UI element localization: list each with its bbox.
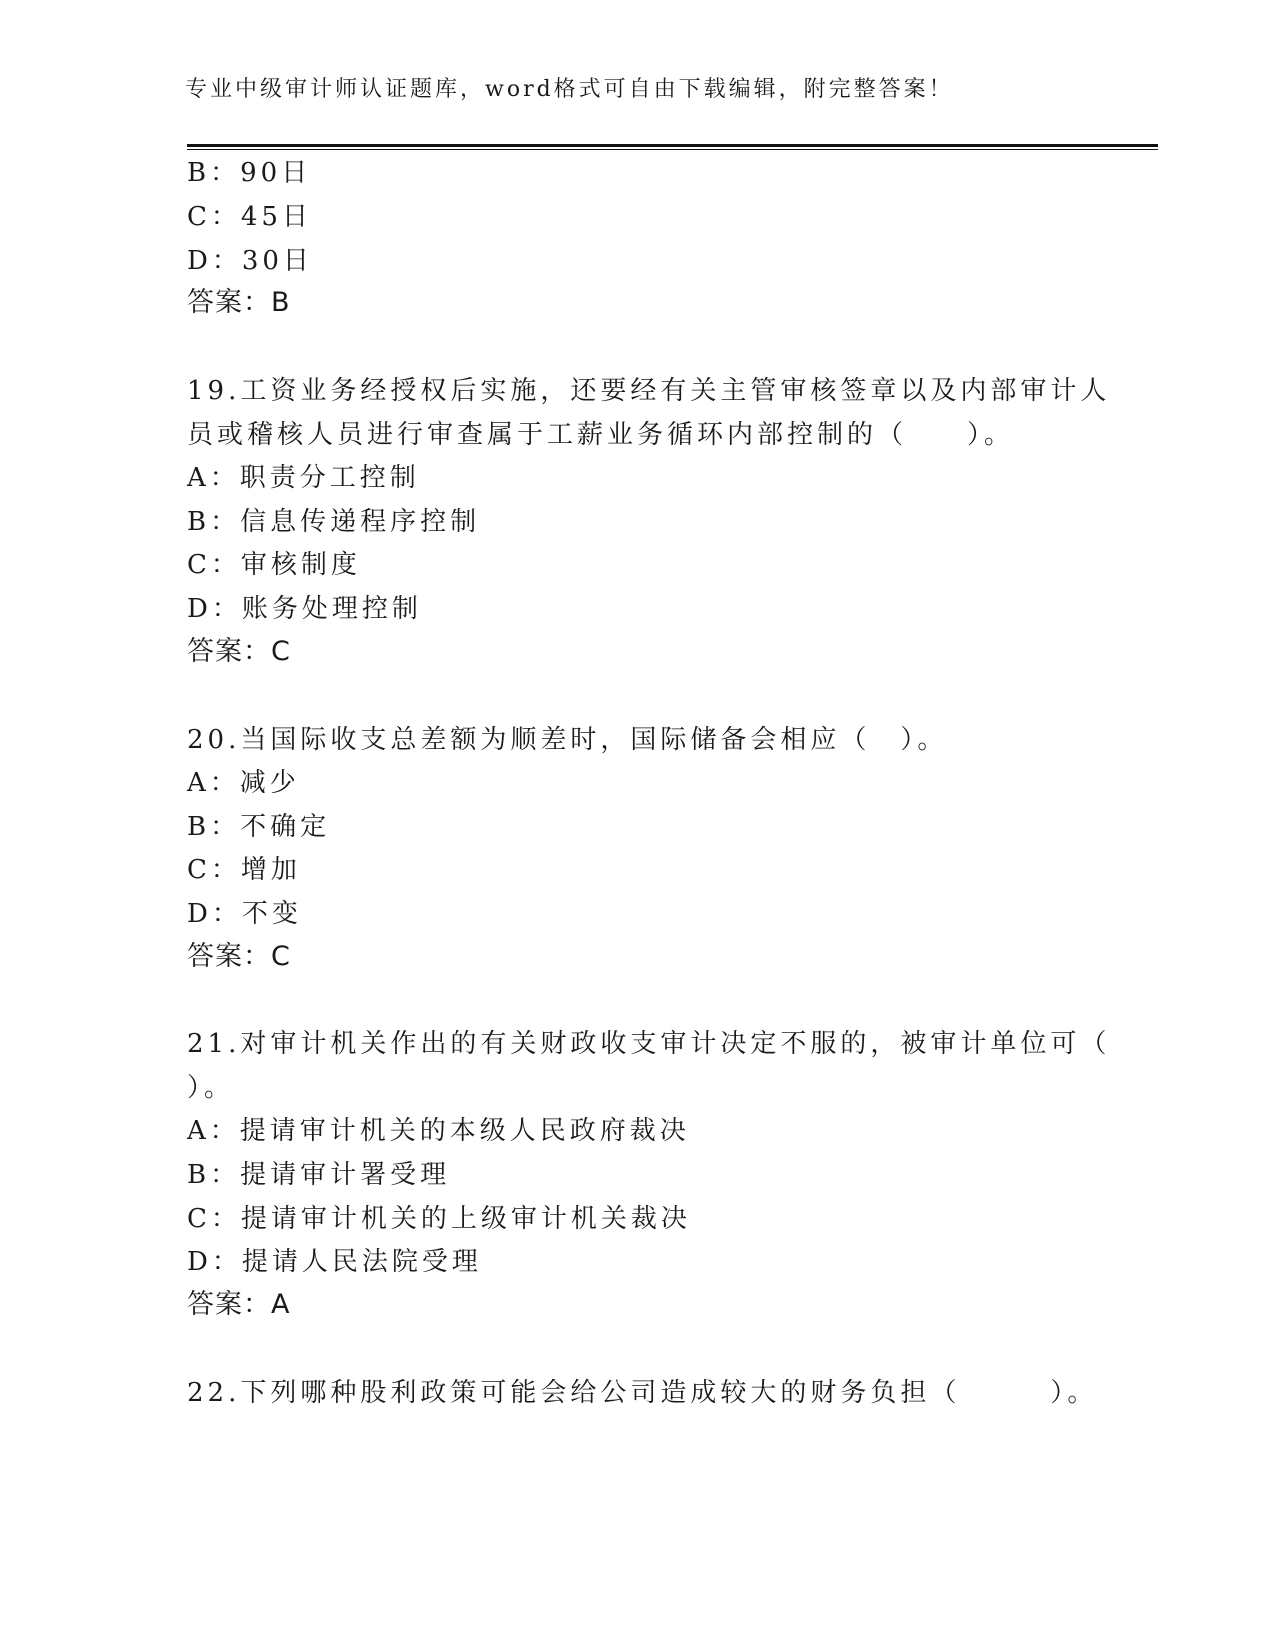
q20-answer: 答案：C bbox=[187, 941, 291, 972]
page-header: 专业中级审计师认证题库，word格式可自由下载编辑，附完整答案！ bbox=[185, 77, 954, 102]
q21-option-c: C：提请审计机关的上级审计机关裁决 bbox=[187, 1204, 691, 1234]
q21-option-a: A：提请审计机关的本级人民政府裁决 bbox=[187, 1116, 690, 1146]
q22-stem-line-1: 22.下列哪种股利政策可能会给公司造成较大的财务负担（ ）。 bbox=[187, 1378, 1098, 1408]
q20-option-d: D：不变 bbox=[187, 899, 302, 929]
q20-option-b: B：不确定 bbox=[187, 812, 331, 842]
q21-stem-line-1: 21.对审计机关作出的有关财政收支审计决定不服的，被审计单位可（ bbox=[187, 1029, 1111, 1059]
q21-stem-line-2: ）。 bbox=[187, 1073, 235, 1103]
q21-answer: 答案：A bbox=[187, 1289, 291, 1320]
q19-option-b: B：信息传递程序控制 bbox=[187, 507, 481, 537]
q19-stem-line-1: 19.工资业务经授权后实施，还要经有关主管审核签章以及内部审计人 bbox=[187, 376, 1111, 406]
header-rule-thin bbox=[187, 149, 1158, 150]
q20-option-c: C：增加 bbox=[187, 855, 301, 885]
q20-option-a: A：减少 bbox=[187, 768, 300, 798]
q19-option-d: D：账务处理控制 bbox=[187, 594, 422, 624]
header-rule-thick bbox=[187, 144, 1158, 147]
prev-option-d: D：30日 bbox=[187, 246, 313, 276]
q21-option-d: D：提请人民法院受理 bbox=[187, 1247, 482, 1277]
q19-option-c: C：审核制度 bbox=[187, 550, 361, 580]
q20-stem-line-1: 20.当国际收支总差额为顺差时，国际储备会相应（ ）。 bbox=[187, 725, 948, 755]
q19-stem-line-2: 员或稽核人员进行审查属于工薪业务循环内部控制的（ ）。 bbox=[187, 420, 1015, 450]
q21-option-b: B：提请审计署受理 bbox=[187, 1160, 451, 1190]
prev-option-b: B：90日 bbox=[187, 158, 312, 188]
prev-option-c: C：45日 bbox=[187, 202, 312, 232]
q19-answer: 答案：C bbox=[187, 636, 291, 667]
q19-option-a: A：职责分工控制 bbox=[187, 463, 420, 493]
prev-answer: 答案：B bbox=[187, 287, 291, 318]
